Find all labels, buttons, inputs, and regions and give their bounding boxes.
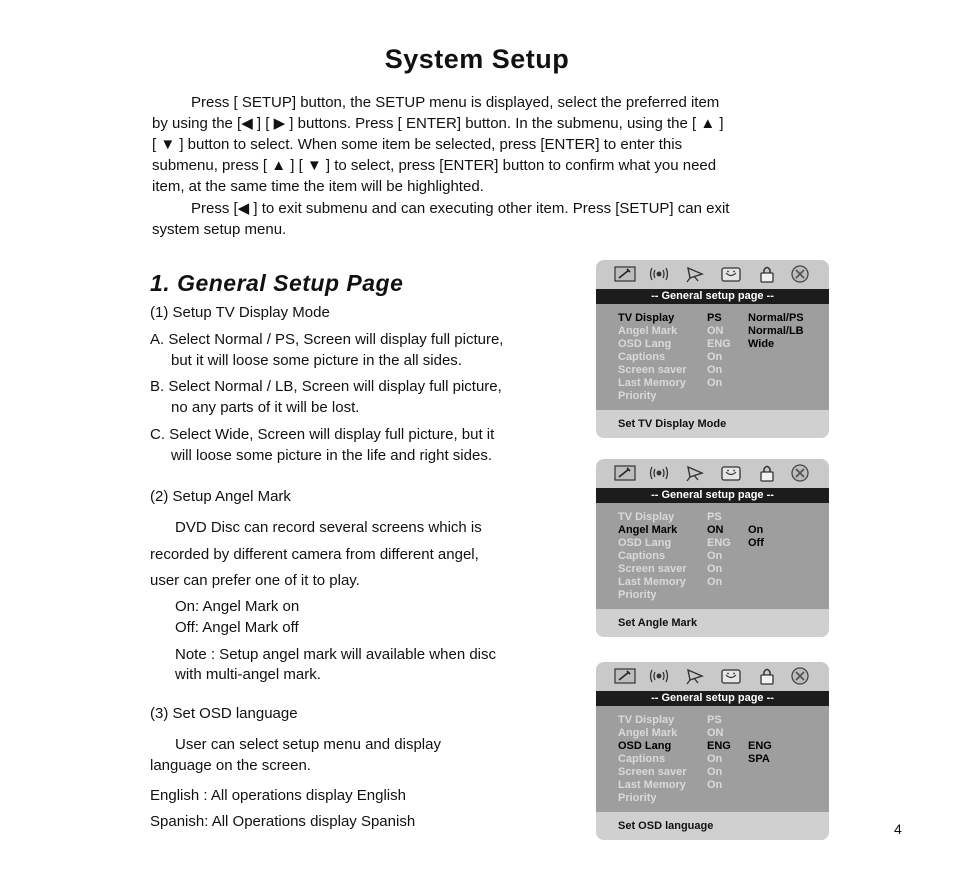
osd-menu-body: [596, 304, 829, 410]
angel-mark-note-2: with multi-angel mark.: [175, 666, 321, 683]
osd-menu-row-value: PS: [707, 511, 722, 523]
osd-menu-body: [596, 706, 829, 812]
osd-menu-osd-language: [596, 662, 829, 840]
osd-menu-header: -- General setup page --: [596, 289, 829, 304]
osd-menu-row-label: Angel Mark: [618, 727, 678, 739]
osd-menu-row-label: OSD Lang: [618, 537, 672, 549]
satellite-icon: [684, 463, 706, 483]
osd-menu-row-value: On: [707, 576, 723, 588]
video-icon: [720, 264, 742, 284]
osd-menu-row: [596, 753, 829, 766]
osd-menu-row-value: ENG: [707, 537, 731, 549]
osd-menu-row-label: OSD Lang: [618, 338, 672, 350]
osd-menu-row: [596, 537, 829, 550]
lock-icon: [756, 264, 778, 284]
osd-menu-body: [596, 503, 829, 609]
osd-menu-option: Normal/LB: [748, 325, 804, 337]
osd-language-spanish: Spanish: All Operations display Spanish: [150, 813, 416, 830]
osd-menu-row: [596, 364, 829, 377]
osd-menu-row-label: Captions: [618, 550, 666, 562]
osd-menu-row: [596, 589, 829, 602]
angel-mark-on: On: Angel Mark on: [175, 598, 300, 615]
osd-menu-footer: Set Angle Mark: [596, 609, 829, 637]
osd-menu-row: [596, 727, 829, 740]
osd-menu-row-value: ON: [707, 325, 724, 337]
osd-menu-row-value: PS: [707, 312, 722, 324]
osd-menu-row-value: On: [707, 550, 723, 562]
tv-display-item-b: B. Select Normal / LB, Screen will display full picture,: [150, 378, 502, 395]
intro-line-2: by using the [◀ ] [ ▶ ] buttons. Press [ ENTER] button. In the submenu, using the [ ▲ ]: [152, 115, 724, 132]
tv-display-item-b-cont: no any parts of it will be lost.: [171, 399, 360, 416]
osd-menu-row: [596, 792, 829, 805]
osd-menu-row-value: ON: [707, 524, 724, 536]
osd-menu-row-label: OSD Lang: [618, 740, 672, 752]
osd-menu-row: [596, 563, 829, 576]
osd-menu-row-value: On: [707, 563, 723, 575]
osd-menu-row-label: TV Display: [618, 511, 675, 523]
page-title: System Setup: [384, 44, 570, 74]
osd-language-english: English : All operations display English: [150, 787, 406, 804]
osd-menu-options: [748, 312, 804, 351]
angel-mark-body-2: recorded by different camera from different angel,: [150, 546, 479, 563]
osd-menu-row-label: Captions: [618, 351, 666, 363]
exit-icon: [789, 264, 811, 284]
tv-display-item-c-cont: will loose some picture in the life and right sides.: [171, 447, 492, 464]
intro-line-7: system setup menu.: [152, 221, 287, 238]
osd-menu-footer: Set OSD language: [596, 812, 829, 840]
osd-menu-row-label: Priority: [618, 390, 657, 402]
tv-display-heading: (1) Setup TV Display Mode: [150, 304, 330, 321]
osd-menu-row: [596, 714, 829, 727]
osd-menu-row-value: On: [707, 753, 723, 765]
osd-menu-row: [596, 779, 829, 792]
angel-mark-off: Off: Angel Mark off: [175, 619, 299, 636]
intro-line-5: item, at the same time the item will be highlighted.: [152, 178, 484, 195]
osd-menu-option: Normal/PS: [748, 312, 804, 324]
intro-line-4: submenu, press [ ▲ ] [ ▼ ] to select, press [ENTER] button to confirm what you need: [152, 157, 717, 174]
audio-icon: [648, 264, 670, 284]
osd-menu-row-value: On: [707, 364, 723, 376]
osd-menu-row: [596, 390, 829, 403]
angel-mark-body-3: user can prefer one of it to play.: [150, 572, 360, 589]
osd-menu-option: SPA: [748, 753, 770, 765]
osd-menu-row-label: Priority: [618, 792, 657, 804]
tv-display-item-a: A. Select Normal / PS, Screen will display full picture,: [150, 331, 504, 348]
osd-language-body-1: User can select setup menu and display: [175, 736, 441, 753]
osd-menu-option: ENG: [748, 740, 772, 752]
satellite-icon: [684, 666, 706, 686]
osd-menu-row: [596, 576, 829, 589]
osd-icon-bar: [596, 260, 829, 289]
osd-menu-row: [596, 766, 829, 779]
lock-icon: [756, 666, 778, 686]
osd-language-body-2: language on the screen.: [150, 757, 311, 774]
osd-menu-row-label: Screen saver: [618, 364, 687, 376]
osd-menu-row-value: On: [707, 766, 723, 778]
angel-mark-body-1: DVD Disc can record several screens which is: [175, 519, 482, 536]
satellite-icon: [684, 264, 706, 284]
intro-line-3: [ ▼ ] button to select. When some item be selected, press [ENTER] to enter this: [152, 136, 683, 153]
osd-menu-row-value: On: [707, 377, 723, 389]
angel-mark-note-1: Note : Setup angel mark will available when disc: [175, 646, 496, 663]
osd-icon-bar: [596, 459, 829, 488]
audio-icon: [648, 666, 670, 686]
tools-icon: [614, 264, 636, 284]
osd-menu-row-label: Captions: [618, 753, 666, 765]
osd-menu-row-value: On: [707, 351, 723, 363]
osd-menu-row: [596, 740, 829, 753]
osd-menu-row-label: Angel Mark: [618, 524, 678, 536]
osd-menu-options: [748, 524, 764, 550]
osd-menu-option: Off: [748, 537, 764, 549]
tv-display-item-c: C. Select Wide, Screen will display full picture, but it: [150, 426, 495, 443]
osd-menu-row-label: Last Memory: [618, 779, 686, 791]
osd-menu-options: [748, 740, 772, 766]
osd-menu-row-label: Last Memory: [618, 377, 686, 389]
osd-menu-row-value: PS: [707, 714, 722, 726]
osd-menu-footer: Set TV Display Mode: [596, 410, 829, 438]
osd-menu-row: [596, 511, 829, 524]
osd-menu-option: Wide: [748, 338, 775, 350]
osd-menu-row: [596, 351, 829, 364]
exit-icon: [789, 463, 811, 483]
osd-menu-row-value: ENG: [707, 338, 731, 350]
osd-menu-row-value: ENG: [707, 740, 731, 752]
page-number: 4: [894, 821, 902, 837]
osd-menu-option: On: [748, 524, 764, 536]
video-icon: [720, 463, 742, 483]
osd-menu-row-value: ON: [707, 727, 724, 739]
lock-icon: [756, 463, 778, 483]
osd-menu-row-label: TV Display: [618, 714, 675, 726]
osd-menu-row-value: On: [707, 779, 723, 791]
angel-mark-heading: (2) Setup Angel Mark: [150, 488, 291, 505]
osd-menu-header: -- General setup page --: [596, 691, 829, 706]
tools-icon: [614, 666, 636, 686]
tv-display-item-a-cont: but it will loose some picture in the all sides.: [171, 352, 462, 369]
section-heading: 1. General Setup Page: [150, 270, 404, 296]
osd-menu-row-label: Priority: [618, 589, 657, 601]
intro-line-1: Press [ SETUP] button, the SETUP menu is displayed, select the preferred item: [191, 94, 720, 111]
osd-menu-row: [596, 377, 829, 390]
osd-menu-row-label: Angel Mark: [618, 325, 678, 337]
osd-icon-bar: [596, 662, 829, 691]
exit-icon: [789, 666, 811, 686]
osd-menu-row-label: TV Display: [618, 312, 675, 324]
intro-line-6: Press [◀ ] to exit submenu and can executing other item. Press [SETUP] can exit: [191, 200, 730, 217]
osd-menu-row: [596, 550, 829, 563]
osd-menu-header: -- General setup page --: [596, 488, 829, 503]
osd-menu-tv-display: [596, 260, 829, 438]
osd-menu-angel-mark: [596, 459, 829, 637]
audio-icon: [648, 463, 670, 483]
osd-menu-row: [596, 524, 829, 537]
video-icon: [720, 666, 742, 686]
osd-menu-row-label: Screen saver: [618, 766, 687, 778]
tools-icon: [614, 463, 636, 483]
osd-menu-row-label: Last Memory: [618, 576, 686, 588]
osd-language-heading: (3) Set OSD language: [150, 705, 298, 722]
osd-menu-row-label: Screen saver: [618, 563, 687, 575]
